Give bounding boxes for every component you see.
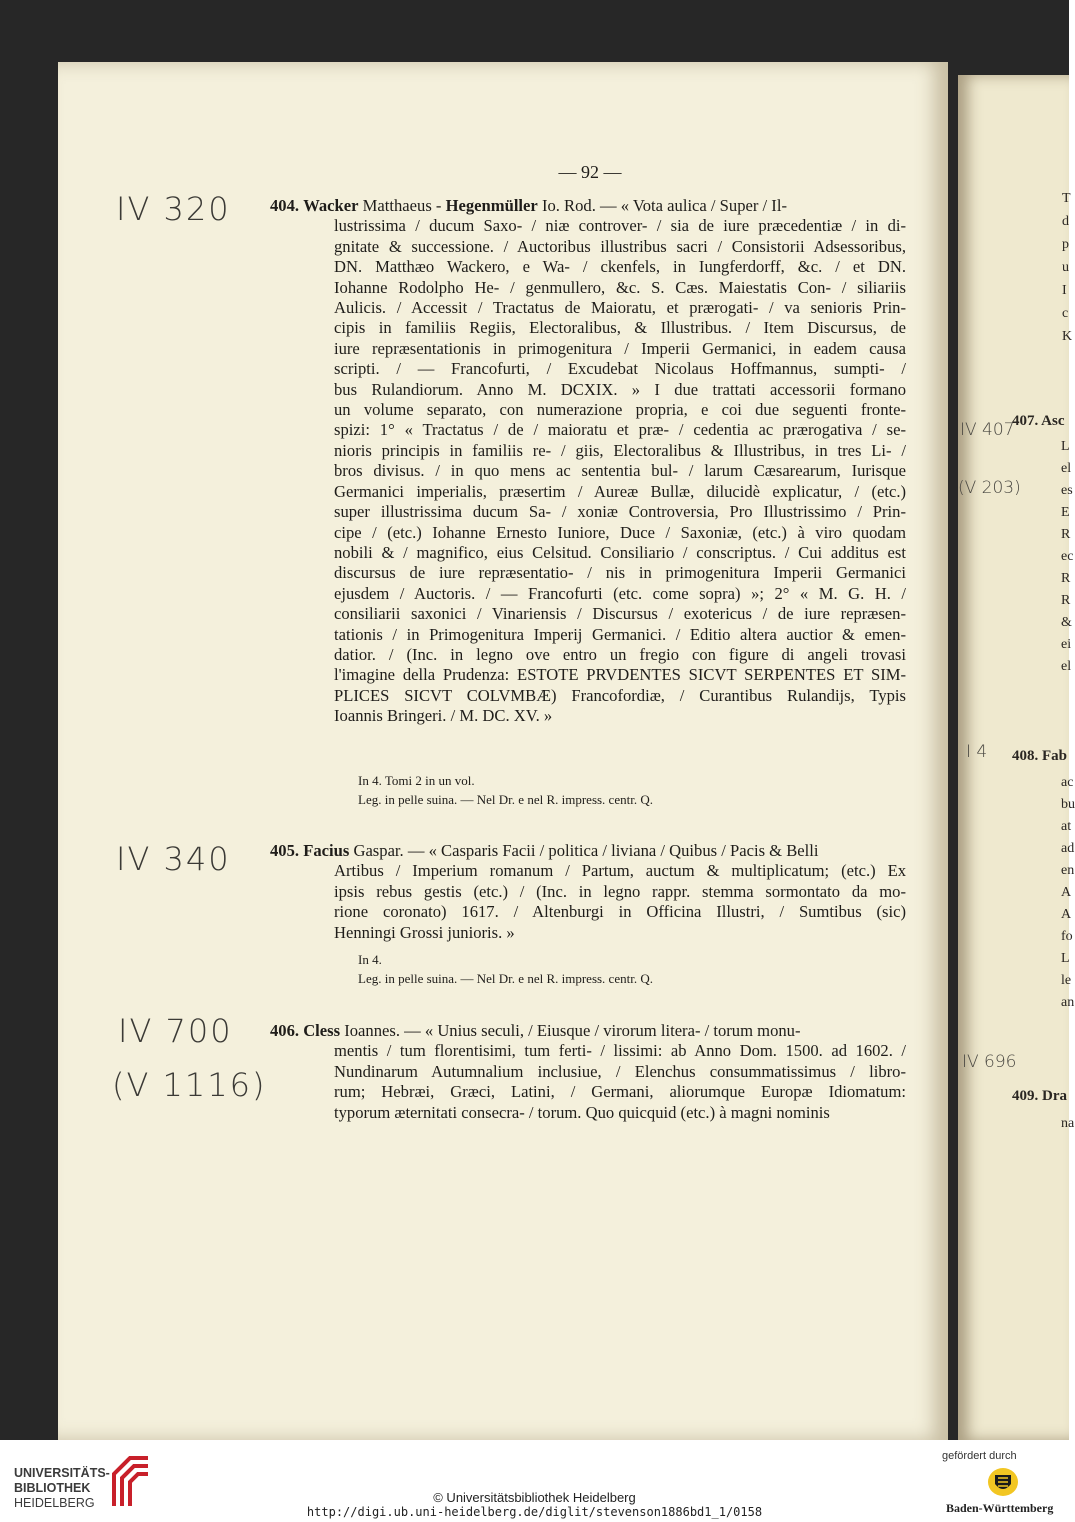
fragment-line: fo [1061, 929, 1073, 944]
fragment-line: K [1062, 329, 1073, 344]
entry-line: cipe / (etc.) Iohanne Ernesto Iuniore, Duce / Saxoniæ, (etc.) à viro quodam [334, 522, 906, 542]
entry-line: lustrissima / ducum Saxo- / niæ controver- / sia de iure præcedentiæ / in di- [334, 216, 906, 236]
fragment-line: ei [1061, 637, 1072, 652]
entry-line: bus Rulandiorum. Anno M. DCXIX. » I due trattati accessorii formano [334, 379, 906, 399]
fragment-line: T [1062, 191, 1071, 206]
entry-note: Leg. in pelle suina. — Nel Dr. e nel R. impress. centr. Q. [358, 792, 653, 807]
fragment-line: el [1061, 461, 1072, 476]
entry-line: PLICES SICVT COLVMBÆ) Francofordiæ, / Curantibus Rulandijs, Typis [334, 685, 906, 705]
entry-line: l'imagine della Prudenza: ESTOTE PRVDENTES SICVT SERPENTES ET SIM- [334, 665, 906, 685]
entry-note: In 4. [358, 952, 382, 967]
marginal-shelfmark-407b: (V 203) [958, 478, 1021, 498]
next-entry-409: 409. Dra [1012, 1088, 1067, 1104]
fragment-line: at [1061, 819, 1072, 834]
entry-note: Leg. in pelle suina. — Nel Dr. e nel R. impress. centr. Q. [358, 971, 653, 986]
next-page-fragment-407 [1061, 436, 1073, 678]
fragment-line: ac [1061, 775, 1074, 790]
marginal-shelfmark-405: IV 340 [116, 840, 231, 878]
fragment-line: le [1061, 973, 1072, 988]
entry-line: ejusdem / Auctoris. / — Francofurti (etc. come sopra) »; 2° « M. G. H. / [334, 583, 906, 603]
entry-line: iure repræsentationis in primogenitura / Imperii Germanici, in eadem causa [334, 338, 906, 358]
entry-line: rione coronato) 1617. / Altenburgi in Officina Illustri, / Sumtibus (sic) [334, 902, 906, 922]
entry-405 [270, 841, 906, 943]
fragment-line: bu [1061, 797, 1075, 812]
entry-line: Nundinarum Autumnalium inclusiue, / Elenchus consummatissimus / libro- [334, 1061, 906, 1081]
footer [0, 1440, 1069, 1522]
entry-line: DN. Matthæo Wackero, e Wa- / ckenfels, in Iungferdorff, &c. / et DN. [334, 257, 906, 277]
fragment-line: R [1061, 593, 1071, 608]
entry-line: cipis in familiis Regiis, Electoralibus, & Illustribus. / Item Discursus, de [334, 318, 906, 338]
fragment-line: L [1061, 439, 1070, 454]
coat-of-arms-icon [986, 1466, 1020, 1498]
entry-line: typorum æternitati consecra- / torum. Quo quicquid (etc.) à magni nominis [334, 1102, 830, 1122]
entry-note: In 4. Tomi 2 in un vol. [358, 773, 475, 788]
entry-line: super illustrissima ducum Sa- / xoniæ Controversia, Pro Illustrissimo / Prin- [334, 502, 906, 522]
fragment-line: R [1061, 571, 1071, 586]
entry-notes [358, 950, 653, 988]
entry-notes [358, 771, 653, 809]
supported-by-label: gefördert durch [942, 1450, 1017, 1462]
fragment-line: ec [1061, 549, 1074, 564]
next-page-fragment-top [1062, 187, 1072, 348]
marginal-shelfmark-408: I 4 [966, 742, 988, 762]
fragment-line: es [1061, 483, 1073, 498]
entry-body [270, 216, 906, 726]
next-page-fragment-408 [1061, 772, 1075, 1014]
entry-line: datior. / (Inc. in legno ove entro un fregio con figure di angeli trovasi [334, 644, 906, 664]
fragment-line: & [1061, 615, 1072, 630]
entry-line: spizi: 1° « Tractatus / de / maioratu et præ- / cedentia ac prærogativa / se- [334, 420, 906, 440]
fragment-line: en [1061, 863, 1075, 878]
entry-line: Aulicis. / Accessit / Tractatus de Maioratu, et prærogati- / va senioris Prin- [334, 298, 906, 318]
entry-line: Artibus / Imperium romanum / Partum, auctum & multiplicatum; (etc.) Ex [334, 861, 906, 881]
entry-line: tationis / in Primogenitura Imperij Germanici. / Editio altera auctior & emen- [334, 624, 906, 644]
marginal-shelfmark-407a: IV 407 [960, 420, 1015, 440]
marginal-shelfmark-404: IV 320 [116, 190, 231, 228]
next-page-fragment-409 [1061, 1113, 1074, 1135]
entry-heading: 406. Cless Ioannes. — « Unius seculi, / Eiusque / virorum litera- / torum monu- [270, 1021, 801, 1040]
fragment-line: E [1061, 505, 1070, 520]
entry-body [270, 1041, 906, 1123]
entry-line: gnitate & successione. / Auctoribus illustribus sacri / Consistorii Adsessoribus, [334, 236, 906, 256]
fragment-line: u [1062, 260, 1069, 275]
entry-line: Henningi Grossi junioris. » [334, 922, 515, 942]
entry-heading: 405. Facius Gaspar. — « Casparis Facii / politica / liviana / Quibus / Pacis & Belli [270, 841, 819, 860]
entry-line: discursus de iure repræsentatio- / nis in primogenitura Imperii Germanici [334, 563, 906, 583]
entry-line: consiliarii saxonici / Vinariensis / Discursus / exotericus / de iure repræsen- [334, 604, 906, 624]
permalink-url[interactable]: http://digi.ub.uni-heidelberg.de/diglit/stevenson1886bd1_1/0158 [306, 1505, 763, 1519]
fragment-line: A [1061, 885, 1072, 900]
entry-line: bros divisus. / in quo mens ac sententia bul- / larum Cæsarearum, Iurisque [334, 461, 906, 481]
fragment-line: c [1062, 306, 1069, 321]
fragment-line: p [1062, 237, 1069, 252]
entry-heading: 404. Wacker Matthaeus - Hegenmüller Io. Rod. — « Vota aulica / Super / Il- [270, 196, 787, 215]
fragment-line: L [1061, 951, 1070, 966]
library-name: UNIVERSITÄTS- BIBLIOTHEK HEIDELBERG [14, 1466, 110, 1510]
entry-body [270, 861, 906, 943]
entry-line: Germanici imperialis, præsertim / Aureæ Bullæ, dilucidè explicatur, / (etc.) [334, 481, 906, 501]
entry-line: un volume separato, con numerazione propria, e coi due seguenti fronte- [334, 400, 906, 420]
entry-line: ipsis rebus gestis (etc.) / (Inc. in legno rappr. stemma sormontato da mo- [334, 881, 906, 901]
entry-line: scripti. / — Francofurti, / Excudebat Nicolaus Hoffmannus, sumpti- / [334, 359, 906, 379]
entry-line: nioris principis in familiis re- / giis, Electoralibus & Illustribus, in tres Li- / [334, 440, 906, 460]
next-entry-408: 408. Fab [1012, 748, 1068, 764]
fragment-line: an [1061, 995, 1075, 1010]
entry-line: rum; Hebræi, Græci, Latini, / Germani, aliorumque Europæ Idiomatum: [334, 1082, 906, 1102]
entry-404 [270, 196, 906, 727]
page-number: — 92 — [558, 162, 622, 182]
fragment-line: I [1062, 283, 1067, 298]
fragment-line: ad [1061, 841, 1075, 856]
entry-line: mentis / tum florentisimi, tum ferti- / lissimi: ab Anno Dom. 1500. ad 1602. / [334, 1041, 906, 1061]
entry-406 [270, 1021, 906, 1123]
fragment-line: d [1062, 214, 1069, 229]
marginal-shelfmark-409: IV 696 [962, 1052, 1017, 1072]
next-entry-407: 407. Asc [1012, 413, 1065, 429]
entry-line: nobili & / magnifico, eius Celsitud. Consiliario / conscriptus. / Cui additus est [334, 542, 906, 562]
fragment-line: na [1061, 1116, 1075, 1131]
fragment-line: R [1061, 527, 1071, 542]
entry-line: Ioannis Bringeri. / M. DC. XV. » [334, 706, 553, 726]
fragment-line: A [1061, 907, 1072, 922]
copyright-notice: © Universitätsbibliothek Heidelberg [433, 1490, 636, 1505]
entry-line: Iohanne Rodolpho He- / genmullero, &c. S. Cæs. Maiestatis Con- / siliariis [334, 277, 906, 297]
marginal-shelfmark-406a: IV 700 [118, 1012, 233, 1050]
marginal-shelfmark-406b: (V 1116) [112, 1066, 267, 1104]
fragment-line: el [1061, 659, 1072, 674]
sponsor-name: Baden-Württemberg [946, 1501, 1054, 1515]
